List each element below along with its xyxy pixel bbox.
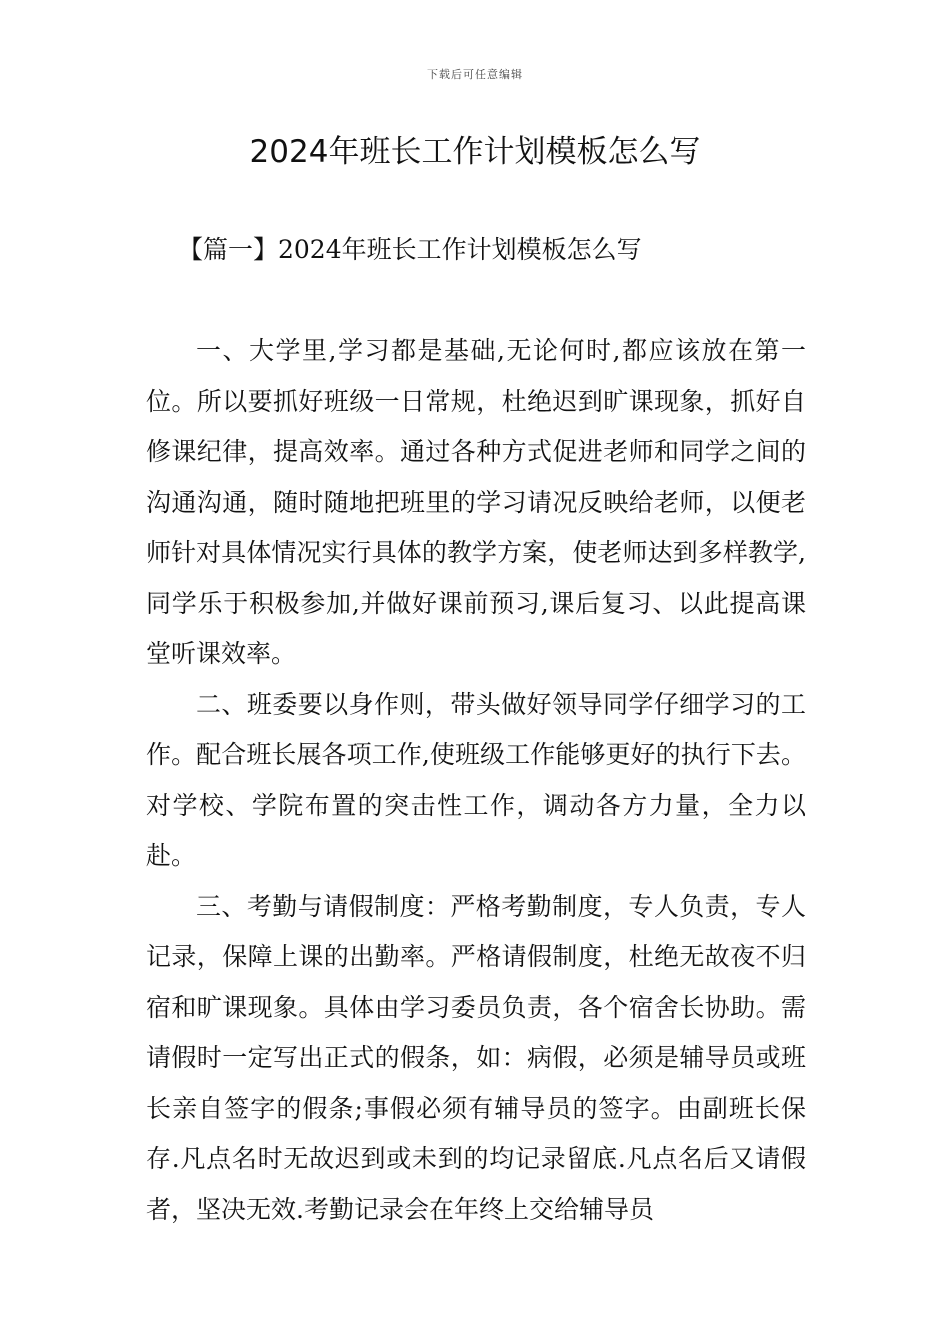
body-text: [146, 326, 806, 1235]
document-title: 2024年班长工作计划模板怎么写: [249, 134, 701, 170]
paragraph-2: 二、班委要以身作则，带头做好领导同学仔细学习的工作。配合班长展各项工作,使班级工作能够更好的执行下去。对学校、学院布置的突击性工作，调动各方力量，全力以赴。: [146, 689, 806, 870]
header-note: 下载后可任意编辑: [427, 68, 523, 81]
paragraph-1: 一、大学里,学习都是基础,无论何时,都应该放在第一位。所以要抓好班级一日常规，杜绝迟到旷课现象，抓好自修课纪律，提高效率。通过各种方式促进老师和同学之间的沟通沟通，随时随地把班里的学习请况反映给老师，以便老师针对具体情况实行具体的教学方案，使老师达到多样教学,同学乐于积极参加,并做好课前预习,课后复习、以此提高课堂听课效率。: [146, 336, 806, 668]
section-heading: 【篇一】2024年班长工作计划模板怎么写: [178, 235, 642, 264]
paragraph-3: 三、考勤与请假制度：严格考勤制度，专人负责，专人记录，保障上课的出勤率。严格请假制度，杜绝无故夜不归宿和旷课现象。具体由学习委员负责，各个宿舍长协助。需请假时一定写出正式的假条，如：病假，必须是辅导员或班长亲自签字的假条;事假必须有辅导员的签字。由副班长保存.凡点名时无故迟到或未到的均记录留底.凡点名后又请假者，坚决无效.考勤记录会在年终上交给辅导员: [146, 891, 806, 1224]
